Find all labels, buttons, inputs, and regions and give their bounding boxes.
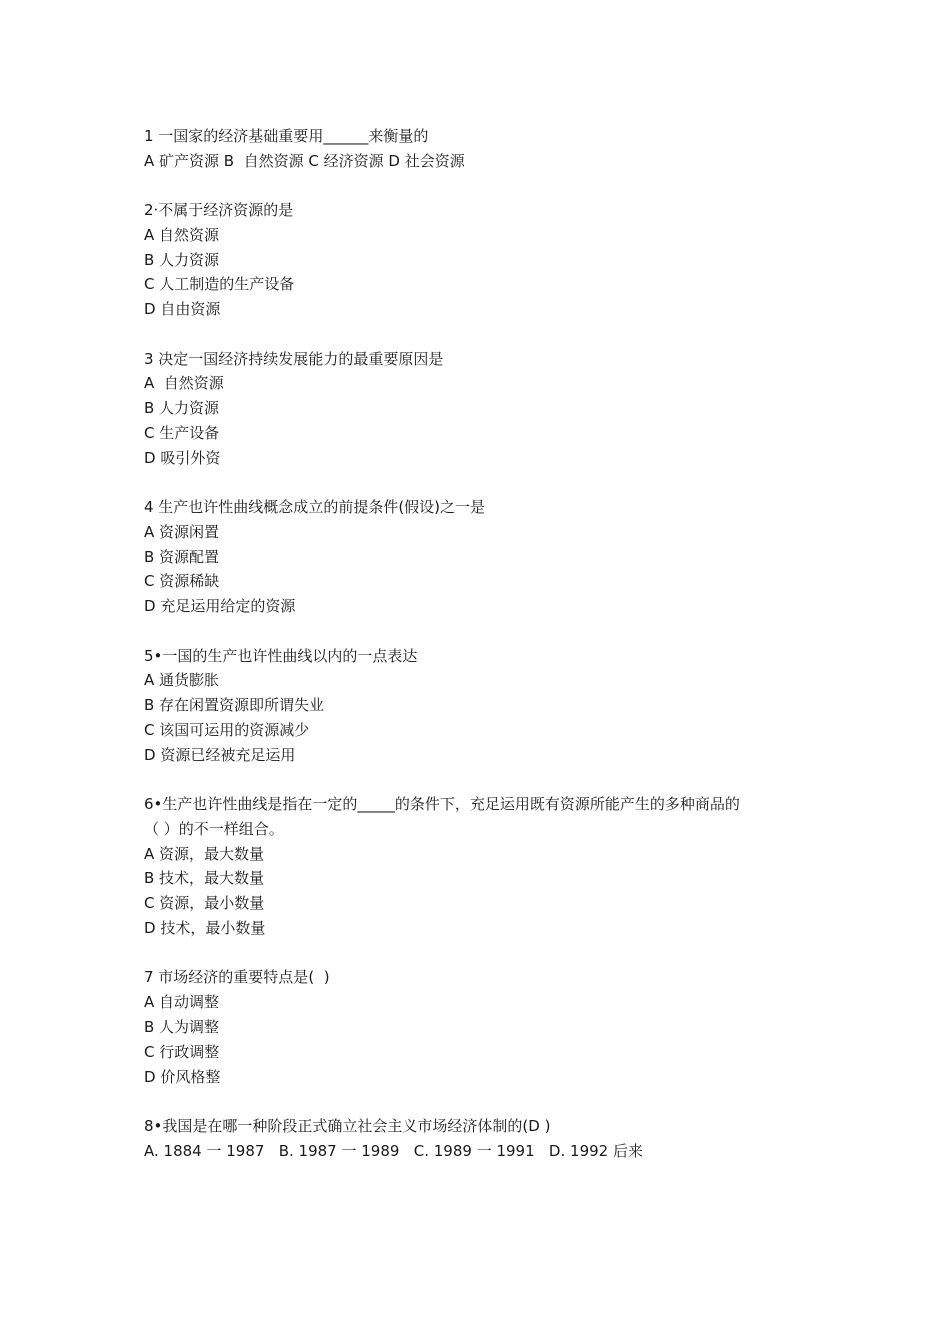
option-a: A 资源闲置 bbox=[144, 522, 220, 541]
options-line: A. 1884 一 1987 B. 1987 一 1989 C. 1989 一 1991 D. 1992 后来 bbox=[144, 1141, 643, 1160]
option-a: A 资源，最大数量 bbox=[144, 844, 265, 863]
question-stem: 4 生产也许性曲线概念成立的前提条件(假设)之一是 bbox=[144, 498, 486, 517]
option-c: C 该国可运用的资源减少 bbox=[144, 720, 310, 739]
option-a: A 自然资源 bbox=[144, 374, 224, 393]
option-a: A 通货膨胀 bbox=[144, 671, 220, 690]
question-stem-continued: （ ）的不一样组合。 bbox=[144, 819, 284, 838]
question-4 bbox=[144, 495, 820, 619]
option-d: D 价风格整 bbox=[144, 1067, 221, 1086]
question-stem: 2·不属于经济资源的是 bbox=[144, 201, 294, 220]
option-d: D 充足运用给定的资源 bbox=[144, 597, 296, 616]
question-stem: 8•我国是在哪一种阶段正式确立社会主义市场经济体制的(D ) bbox=[144, 1116, 551, 1135]
option-a: A 自然资源 bbox=[144, 225, 220, 244]
option-c: C 人工制造的生产设备 bbox=[144, 275, 295, 294]
question-stem: 7 市场经济的重要特点是( ) bbox=[144, 968, 330, 987]
question-stem: 3 决定一国经济持续发展能力的最重要原因是 bbox=[144, 349, 444, 368]
question-6 bbox=[144, 792, 820, 941]
option-a: A 自动调整 bbox=[144, 993, 220, 1012]
question-stem: 6•生产也许性曲线是指在一定的_____的条件下，充足运用既有资源所能产生的多种商品的 bbox=[144, 795, 740, 814]
question-stem: 5•一国的生产也许性曲线以内的一点表达 bbox=[144, 646, 418, 665]
question-3 bbox=[144, 347, 820, 471]
option-b: B 资源配置 bbox=[144, 547, 220, 566]
option-d: D 自由资源 bbox=[144, 300, 221, 319]
options-line: A 矿产资源 B 自然资源 C 经济资源 D 社会资源 bbox=[144, 151, 465, 170]
option-b: B 人力资源 bbox=[144, 399, 220, 418]
question-7 bbox=[144, 965, 820, 1089]
question-stem: 1 一国家的经济基础重要用______来衡量的 bbox=[144, 127, 429, 145]
question-8 bbox=[144, 1114, 820, 1164]
option-d: D 资源已经被充足运用 bbox=[144, 745, 296, 764]
option-d: D 吸引外资 bbox=[144, 448, 221, 467]
option-c: C 资源稀缺 bbox=[144, 572, 220, 591]
option-c: C 行政调整 bbox=[144, 1042, 220, 1061]
option-c: C 资源，最小数量 bbox=[144, 894, 265, 913]
question-5 bbox=[144, 644, 820, 768]
question-2 bbox=[144, 198, 820, 322]
option-b: B 人力资源 bbox=[144, 250, 220, 269]
option-b: B 技术，最大数量 bbox=[144, 869, 265, 888]
option-d: D 技术，最小数量 bbox=[144, 919, 266, 938]
option-b: B 人为调整 bbox=[144, 1017, 220, 1036]
question-1 bbox=[144, 124, 820, 174]
option-b: B 存在闲置资源即所谓失业 bbox=[144, 696, 325, 715]
option-c: C 生产设备 bbox=[144, 423, 220, 442]
